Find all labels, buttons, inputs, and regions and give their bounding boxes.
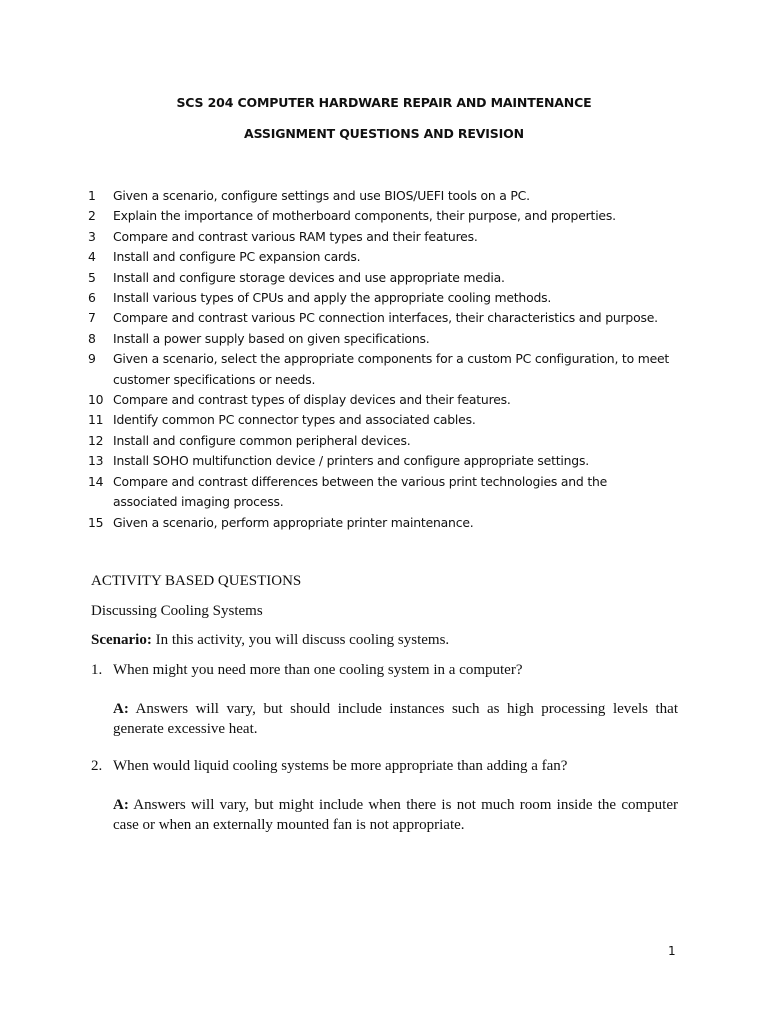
question-item: [88, 410, 688, 430]
question-number: 14: [88, 473, 104, 489]
question-item: [88, 349, 688, 369]
question-item: [88, 247, 688, 267]
answer-text: Answers will vary, but should include instances such as high processing levels that generate excessive heat.: [113, 701, 678, 737]
document-subtitle: ASSIGNMENT QUESTIONS AND REVISION: [244, 126, 524, 141]
question-item: [88, 329, 688, 349]
question-item: [88, 513, 688, 533]
activity-heading: ACTIVITY BASED QUESTIONS: [91, 573, 302, 589]
question-number: 13: [88, 453, 104, 469]
question-number: 15: [88, 514, 104, 530]
activity-answer: [113, 700, 678, 739]
question-item-continuation: [88, 370, 688, 390]
answer-label: A:: [113, 797, 129, 813]
question-text: Compare and contrast various RAM types and their features.: [113, 228, 478, 244]
scenario-label: Scenario:: [91, 632, 152, 648]
question-text: Explain the importance of motherboard components, their purpose, and properties.: [113, 208, 616, 224]
question-number: 6: [88, 290, 96, 306]
question-number: 4: [88, 249, 96, 265]
question-text: Compare and contrast differences between the various print technologies and the: [113, 473, 608, 489]
question-text: Install and configure storage devices and use appropriate media.: [113, 269, 505, 285]
question-text: Install various types of CPUs and apply the appropriate cooling methods.: [113, 290, 552, 306]
question-item: [88, 390, 688, 410]
question-text: Install and configure common peripheral devices.: [113, 432, 411, 448]
question-item-continuation: [88, 492, 688, 512]
question-item: [88, 227, 688, 247]
question-text: Install SOHO multifunction device / printers and configure appropriate settings.: [113, 453, 589, 469]
question-text: Given a scenario, perform appropriate printer maintenance.: [113, 514, 474, 530]
question-item: [88, 431, 688, 451]
question-item: [88, 288, 688, 308]
question-number: 2: [88, 208, 96, 224]
activity-question-number: 2.: [91, 758, 103, 774]
question-number: 5: [88, 269, 96, 285]
activity-answer: [113, 796, 678, 835]
question-item: [88, 268, 688, 288]
question-number: 12: [88, 432, 104, 448]
activity-question: [91, 758, 681, 775]
scenario-text: In this activity, you will discuss cooling systems.: [151, 632, 450, 648]
question-text: Compare and contrast various PC connection interfaces, their characteristics and purpose.: [113, 310, 658, 326]
question-number: 11: [88, 412, 104, 428]
question-list: [88, 186, 688, 533]
question-text: Install and configure PC expansion cards.: [113, 249, 361, 265]
question-number: 8: [88, 330, 96, 346]
activity-question-text: When would liquid cooling systems be more appropriate than adding a fan?: [113, 758, 568, 774]
activity-question: [91, 662, 681, 679]
question-item: [88, 186, 688, 206]
activity-question-text: When might you need more than one cooling system in a computer?: [113, 662, 523, 678]
question-text: Given a scenario, select the appropriate components for a custom PC configuration, to meet: [113, 351, 670, 367]
question-text: customer specifications or needs.: [113, 371, 316, 387]
question-number: 10: [88, 392, 104, 408]
question-item: [88, 451, 688, 471]
question-item: [88, 206, 688, 226]
question-number: 1: [88, 188, 96, 203]
question-number: [88, 370, 113, 390]
question-text: Given a scenario, configure settings and use BIOS/UEFI tools on a PC.: [113, 188, 530, 203]
question-item: [88, 472, 688, 492]
activity-subheading: Discussing Cooling Systems: [91, 603, 263, 619]
question-item: [88, 308, 688, 328]
answer-label: A:: [113, 701, 129, 717]
question-number: [88, 492, 113, 512]
scenario-line: [91, 632, 449, 649]
activity-question-number: 1.: [91, 662, 103, 678]
document-title: SCS 204 COMPUTER HARDWARE REPAIR AND MAINTENANCE: [176, 95, 592, 110]
question-text: Install a power supply based on given specifications.: [113, 330, 430, 346]
question-text: Compare and contrast types of display devices and their features.: [113, 392, 511, 408]
answer-text: Answers will vary, but might include when there is not much room inside the computer case or when an externally mounted fan is not appropriate.: [113, 797, 678, 833]
question-number: 9: [88, 351, 96, 367]
question-number: 3: [88, 228, 96, 244]
question-text: Identify common PC connector types and associated cables.: [113, 412, 476, 428]
question-number: 7: [88, 310, 96, 326]
page-number: 1: [668, 944, 676, 958]
question-text: associated imaging process.: [113, 494, 284, 510]
